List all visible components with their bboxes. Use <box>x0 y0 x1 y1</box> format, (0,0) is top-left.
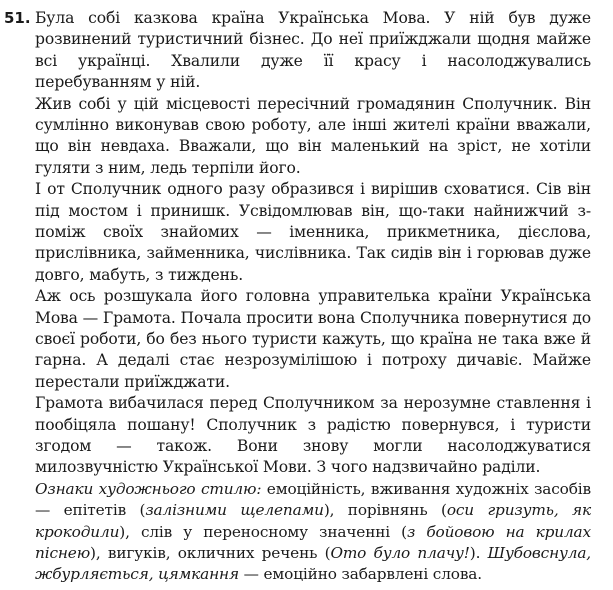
paragraph-3: І от Сполучник одного разу образився і вирішив сховатися. Сів він під мостом і принишк. Усвідомлював він, що-таки найнижчий з-поміж своїх знайомих — іменника, прикметника, дієслова, прислівника, займенника, числівника. Так сидів він і горював дуже довго, мабуть, з тиждень. <box>35 180 591 284</box>
paragraph-2: Жив собі у цій місцевості пересічний громадянин Сполучник. Він сумлінно виконував свою роботу, але інші жителі країни вважали, що він невдаха. Вважали, що він маленький на зріст, не хотіли гуляти з ним, ледь терпіли його. <box>35 94 591 177</box>
style-note-text-1: емоційність, вживання художніх засобів — епітетів ( <box>35 479 591 520</box>
example-epithet: залізними щелепами <box>145 501 324 520</box>
style-note-label: Ознаки художнього стилю: <box>35 479 262 498</box>
example-exclamation: Ото було плачу! <box>330 544 470 563</box>
example-figurative: з бойовою на крилах піснею <box>35 522 592 563</box>
style-note-text-5: ). <box>469 544 488 563</box>
style-note-text-3: ), слів у переносному значенні ( <box>119 522 407 541</box>
example-emotional-words: Шубовснула, жбурляється, цямкання <box>35 544 592 584</box>
style-note-text-6: — емоційно забарвлені слова. <box>238 565 482 584</box>
style-note <box>35 479 591 586</box>
exercise-number: 51. <box>4 9 31 27</box>
style-note-text-4: ), вигуків, окличних речень ( <box>90 544 331 563</box>
example-comparison: оси гризуть, як крокодили <box>35 501 591 541</box>
paragraph-1: Була собі казкова країна Українська Мова. У ній був дуже розвинений туристичний бізнес. До неї приїжджали щодня майже всі українці. Хвалили дуже її красу і насолоджувались перебуванням у ній. <box>35 9 591 92</box>
style-note-text-2: ), порівнянь ( <box>323 501 447 520</box>
paragraph-5: Грамота вибачилася перед Сполучником за нерозумне ставлення і пообіцяла пошану! Сполучник з радістю повернувся, і туристи згодом — також. Вони знову могли насолоджуватися милозвучністю Української Мови. З чого надзвичайно раділи. <box>35 394 591 477</box>
paragraph-4: Аж ось розшукала його головна управителька країни Українська Мова — Грамота. Почала просити вона Сполучника повернутися до своєї роботи, бо без нього туристи кажуть, що країна не така вже й гарна. А дедалі стає незрозумілішою і потроху дичавіє. Майже перестали приїжджати. <box>35 287 591 391</box>
